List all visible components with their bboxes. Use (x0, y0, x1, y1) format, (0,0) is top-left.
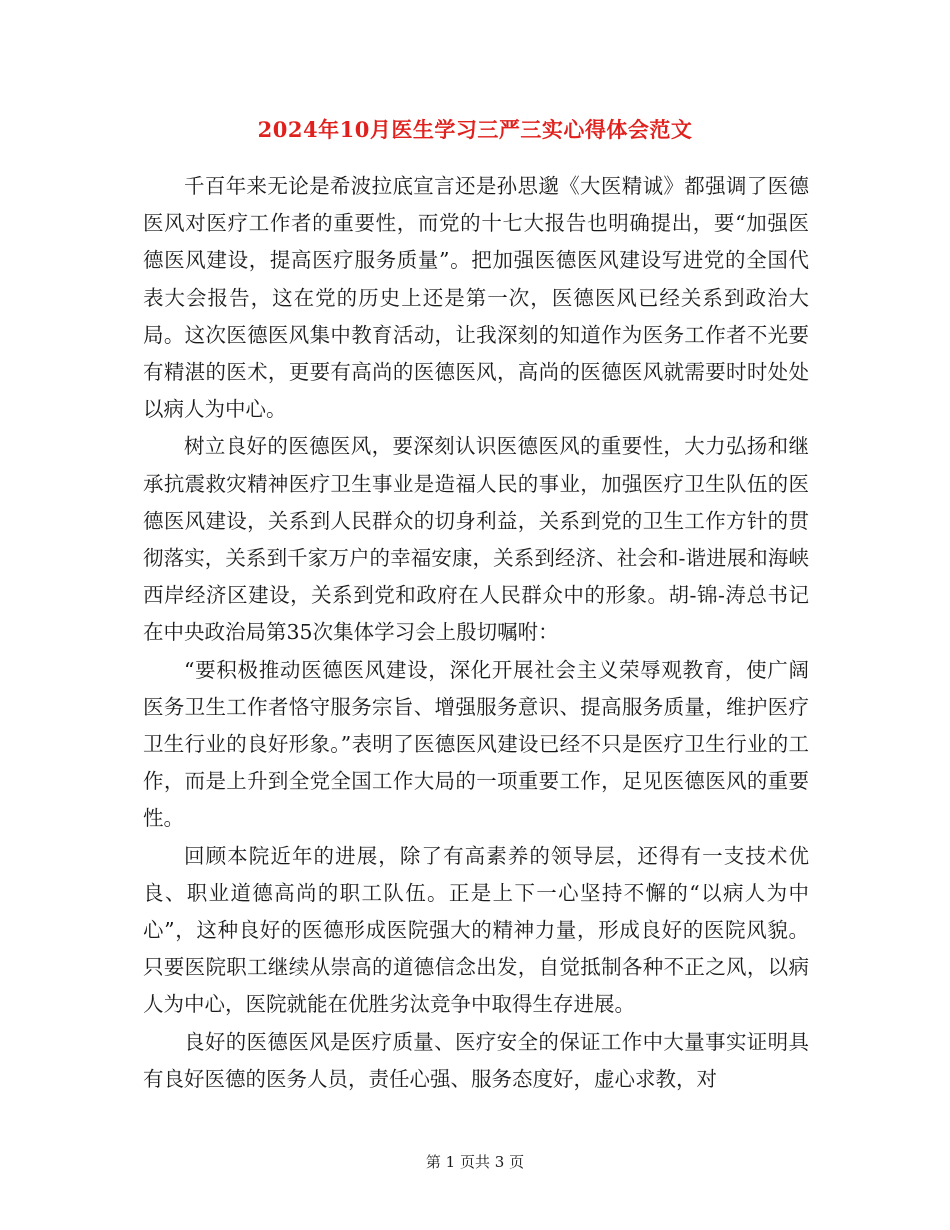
paragraph: 良好的医德医风是医疗质量、医疗安全的保证工作中大量事实证明具有良好医德的医务人员，责任心强、服务态度好，虚心求教，对 (143, 1029, 809, 1091)
document-body (143, 168, 809, 1098)
paragraph: 千百年来无论是希波拉底宣言还是孙思邈《大医精诚》都强调了医德医风对医疗工作者的重要性，而党的十七大报告也明确提出，要“加强医德医风建设，提高医疗服务质量”。把加强医德医风建设写进党的全国代表大会报告，这在党的历史上还是第一次，医德医风已经关系到政治大局。这次医德医风集中教育活动，让我深刻的知道作为医务工作者不光要有精湛的医术，更要有高尚的医德医风，高尚的医德医风就需要时时处处以病人为中心。 (143, 174, 809, 422)
page-footer: 第 1 页共 3 页 (425, 1153, 525, 1171)
paragraph: 回顾本院近年的进展，除了有高素养的领导层，还得有一支技术优良、职业道德高尚的职工队伍。正是上下一心坚持不懈的“以病人为中心”，这种良好的医德形成医院强大的精神力量，形成良好的医院风貌。只要医院职工继续从崇高的道德信念出发，自觉抵制各种不正之风，以病人为中心，医院就能在优胜劣汰竞争中取得生存进展。 (143, 843, 809, 1017)
paragraph: “要积极推动医德医风建设，深化开展社会主义荣辱观教育，使广阔医务卫生工作者恪守服务宗旨、增强服务意识、提高服务质量，维护医疗卫生行业的良好形象。”表明了医德医风建设已经不只是医疗卫生行业的工作，而是上升到全党全国工作大局的一项重要工作，足见医德医风的重要性。 (143, 657, 809, 831)
paragraph: 树立良好的医德医风，要深刻认识医德医风的重要性，大力弘扬和继承抗震救灾精神医疗卫生事业是造福人民的事业，加强医疗卫生队伍的医德医风建设，关系到人民群众的切身利益，关系到党的卫生工作方针的贯彻落实，关系到千家万户的幸福安康，关系到经济、社会和-谐进展和海峡西岸经济区建设，关系到党和政府在人民群众中的形象。胡-锦-涛总书记在中央政治局第35次集体学习会上殷切嘱咐： (143, 434, 809, 645)
document-title: 2024年10月医生学习三严三实心得体会范文 (257, 117, 693, 142)
